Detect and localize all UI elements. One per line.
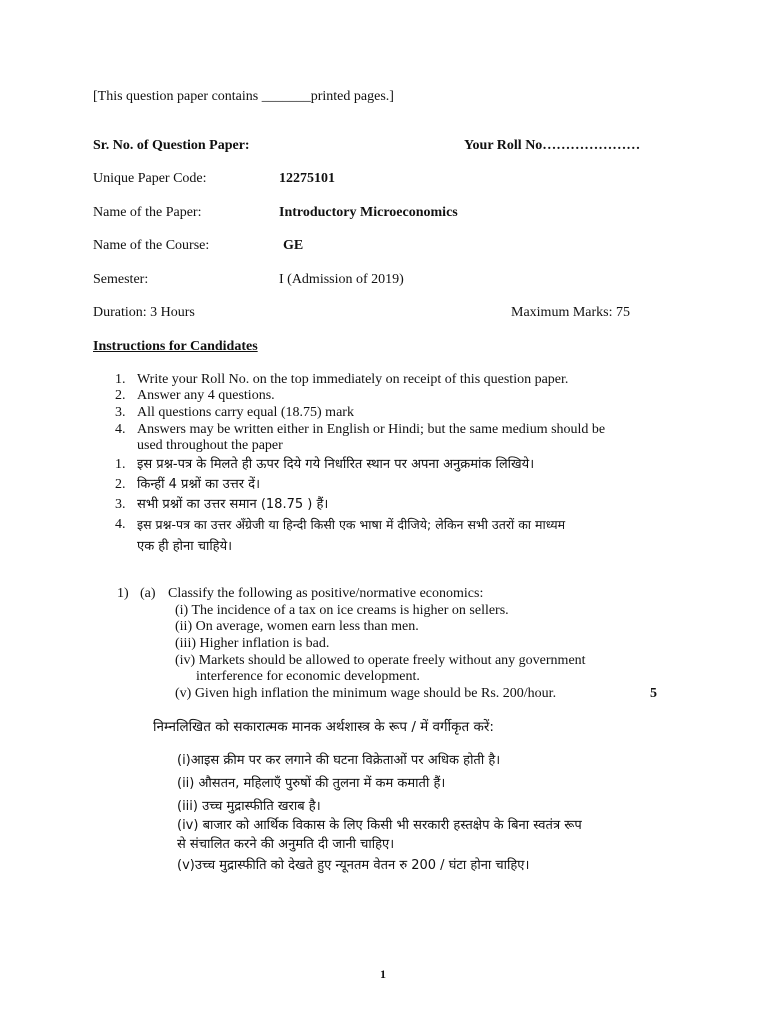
question-number: 1) xyxy=(117,586,129,601)
sr-no-label: Sr. No. of Question Paper: xyxy=(93,138,250,153)
roll-no-label: Your Roll No………………… xyxy=(464,138,641,153)
question-part: (a) xyxy=(140,586,156,601)
list-item: (v)उच्च मुद्रास्फीति को देखते हुए न्यूनतम वेतन रु 200 / घंटा होना चाहिए। xyxy=(177,858,530,873)
pages-note: [This question paper contains _______printed pages.] xyxy=(93,89,394,104)
list-item: से संचालित करने की अनुमति दी जानी चाहिए। xyxy=(177,837,395,852)
list-item: (iv) Markets should be allowed to operate freely without any government xyxy=(175,653,586,668)
list-item: interference for economic development. xyxy=(196,669,420,684)
semester-value: I (Admission of 2019) xyxy=(279,272,404,287)
question-marks: 5 xyxy=(650,686,657,701)
page-number: 1 xyxy=(380,967,386,981)
list-item: (i) The incidence of a tax on ice creams is higher on sellers. xyxy=(175,603,509,618)
course-value: GE xyxy=(283,238,304,253)
list-item: (iii) Higher inflation is bad. xyxy=(175,636,330,651)
upc-label: Unique Paper Code: xyxy=(93,171,207,186)
list-item: (iii) उच्च मुद्रास्फीति खराब है। xyxy=(177,799,321,814)
question-hindi-prompt: निम्नलिखित को सकारात्मक मानक अर्थशास्त्र के रूप / में वर्गीकृत करें: xyxy=(153,719,494,735)
list-item: (iv) बाजार को आर्थिक विकास के लिए किसी भी सरकारी हस्तक्षेप के बिना स्वतंत्र रूप xyxy=(177,818,582,833)
list-item: (v) Given high inflation the minimum wage should be Rs. 200/hour. xyxy=(175,686,557,701)
paper-value: Introductory Microeconomics xyxy=(279,205,458,220)
semester-label: Semester: xyxy=(93,272,149,287)
question-prompt: Classify the following as positive/normative economics: xyxy=(168,586,484,601)
list-item: (i)आइस क्रीम पर कर लगाने की घटना विक्रेताओं पर अधिक होती है। xyxy=(177,753,501,768)
max-marks: Maximum Marks: 75 xyxy=(511,305,630,320)
list-item: (ii) On average, women earn less than men. xyxy=(175,619,419,634)
duration: Duration: 3 Hours xyxy=(93,305,195,320)
list-item: (ii) औसतन, महिलाएँ पुरुषों की तुलना में कम कमाती हैं। xyxy=(177,776,446,791)
course-label: Name of the Course: xyxy=(93,238,210,253)
instructions-heading: Instructions for Candidates xyxy=(93,339,258,354)
upc-value: 12275101 xyxy=(279,171,335,186)
paper-label: Name of the Paper: xyxy=(93,205,202,220)
